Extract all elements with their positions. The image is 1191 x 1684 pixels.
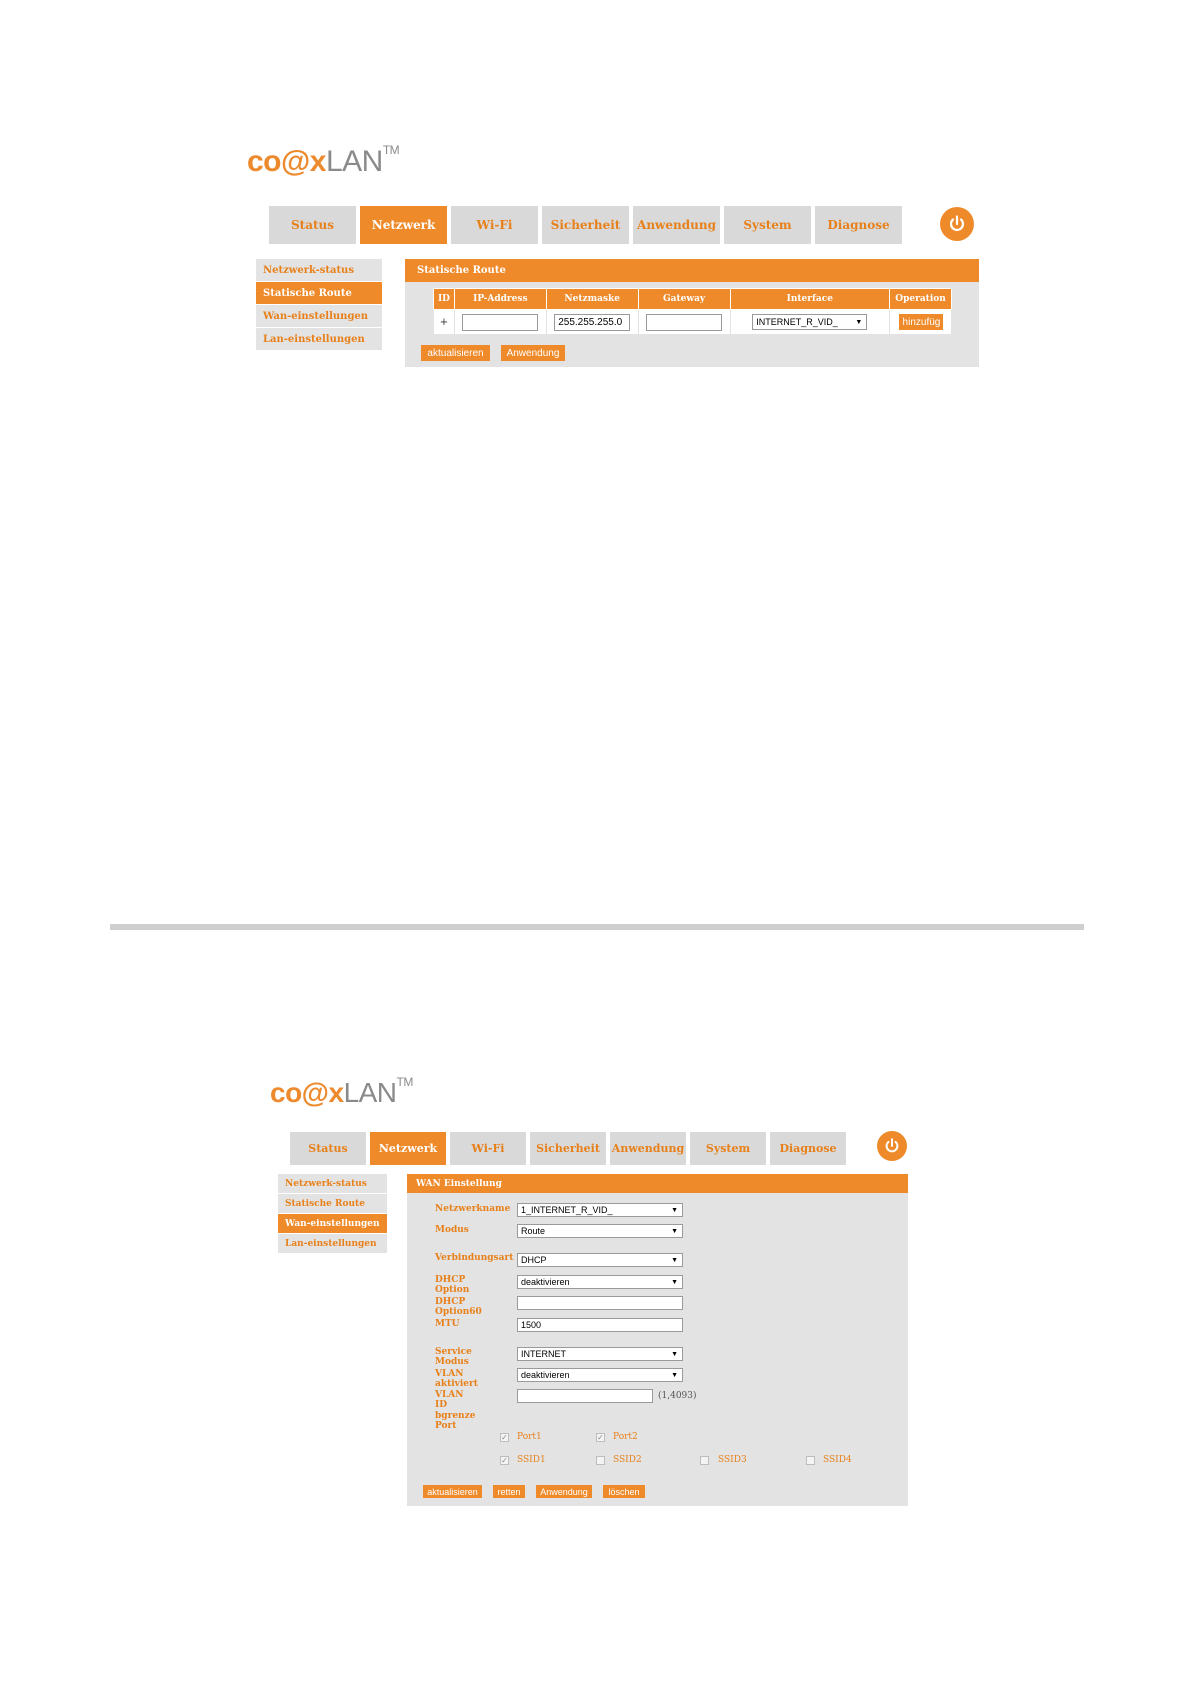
main-nav <box>269 206 902 244</box>
interface-select[interactable]: INTERNET_R_VID_ ▼ <box>752 314 867 330</box>
column-header: Netzmaske <box>546 289 638 310</box>
column-header: Operation <box>890 289 952 310</box>
panel-title: Statische Route <box>405 259 979 282</box>
tab-status[interactable]: Status <box>290 1132 366 1165</box>
ssid2-label: SSID2 <box>613 1455 642 1465</box>
apply-button[interactable]: Anwendung <box>501 345 565 361</box>
apply-button[interactable]: Anwendung <box>536 1485 592 1498</box>
port1-label: Port1 <box>517 1432 542 1442</box>
row-id: + <box>434 310 455 335</box>
label-service-modus: Service Modus <box>435 1347 472 1367</box>
tab-wifi[interactable]: Wi-Fi <box>450 1132 526 1165</box>
label-dhcp-option60: DHCP Option60 <box>435 1297 482 1317</box>
ssid4-checkbox[interactable] <box>806 1456 815 1465</box>
ssid3-label: SSID3 <box>718 1455 747 1465</box>
dhcp-option-select[interactable]: deaktivieren ▼ <box>517 1275 683 1289</box>
column-header: ID <box>434 289 455 310</box>
verbindungsart-select[interactable]: DHCP ▼ <box>517 1253 683 1267</box>
sidebar-item-wan-einstellungen[interactable]: Wan-einstellungen <box>256 305 382 328</box>
tab-status[interactable]: Status <box>269 206 356 244</box>
column-header: Gateway <box>638 289 730 310</box>
coaxlan-logo: co@xLAN™ <box>270 1075 413 1108</box>
table-row <box>434 310 952 335</box>
column-header: IP-Address <box>454 289 546 310</box>
netzwerkname-select[interactable]: 1_INTERNET_R_VID_ ▼ <box>517 1203 683 1217</box>
tab-sicherheit[interactable]: Sicherheit <box>542 206 629 244</box>
power-icon <box>883 1137 901 1155</box>
panel-title: WAN Einstellung <box>407 1174 908 1193</box>
ssid1-checkbox[interactable]: ✓ <box>501 1456 508 1465</box>
ssid1-label: SSID1 <box>517 1455 546 1465</box>
sidebar-item-wan-einstellungen[interactable]: Wan-einstellungen <box>278 1214 387 1234</box>
tab-anwendung[interactable]: Anwendung <box>610 1132 686 1165</box>
port2-checkbox[interactable]: ✓ <box>597 1433 604 1442</box>
chevron-down-icon: ▼ <box>671 1350 678 1358</box>
sidebar-item-netzwerk-status[interactable]: Netzwerk-status <box>256 259 382 282</box>
sidebar-item-statische-route[interactable]: Statische Route <box>278 1194 387 1214</box>
label-bgrenze-port: bgrenze Port <box>435 1411 476 1431</box>
ssid3-checkbox[interactable] <box>700 1456 709 1465</box>
modus-select[interactable]: Route ▼ <box>517 1224 683 1238</box>
tab-netzwerk[interactable]: Netzwerk <box>360 206 447 244</box>
port1-checkbox[interactable]: ✓ <box>501 1433 508 1442</box>
ssid4-label: SSID4 <box>823 1455 852 1465</box>
tab-system[interactable]: System <box>724 206 811 244</box>
vlan-aktiviert-select[interactable]: deaktivieren ▼ <box>517 1368 683 1382</box>
service-modus-select[interactable]: INTERNET ▼ <box>517 1347 683 1361</box>
refresh-button[interactable]: aktualisieren <box>423 1485 482 1498</box>
label-vlan-aktiviert: VLAN aktiviert <box>435 1369 478 1389</box>
label-modus: Modus <box>435 1225 469 1235</box>
label-mtu: MTU <box>435 1319 460 1329</box>
label-vlan-id: VLAN ID <box>435 1390 464 1410</box>
power-icon <box>947 214 967 234</box>
add-route-button[interactable]: hinzufüg <box>899 314 943 330</box>
tab-diagnose[interactable]: Diagnose <box>815 206 902 244</box>
vlan-id-input[interactable] <box>517 1389 653 1403</box>
chevron-down-icon: ▼ <box>671 1227 678 1235</box>
ssid2-checkbox[interactable] <box>596 1456 605 1465</box>
save-button[interactable]: retten <box>493 1485 525 1498</box>
sidebar-item-lan-einstellungen[interactable]: Lan-einstellungen <box>256 328 382 351</box>
power-button[interactable] <box>940 207 974 241</box>
chevron-down-icon: ▼ <box>855 318 863 326</box>
gateway-input[interactable] <box>646 314 722 331</box>
chevron-down-icon: ▼ <box>671 1206 678 1214</box>
main-nav <box>290 1132 846 1165</box>
sidebar-item-netzwerk-status[interactable]: Netzwerk-status <box>278 1174 387 1194</box>
port2-label: Port2 <box>613 1432 638 1442</box>
ip-address-input[interactable] <box>462 314 538 331</box>
column-header: Interface <box>730 289 890 310</box>
vlan-id-hint: (1,4093) <box>658 1391 697 1401</box>
label-verbindungsart: Verbindungsart <box>435 1253 514 1263</box>
label-dhcp-option: DHCP Option <box>435 1275 470 1295</box>
sidebar-item-lan-einstellungen[interactable]: Lan-einstellungen <box>278 1234 387 1254</box>
tab-wifi[interactable]: Wi-Fi <box>451 206 538 244</box>
tab-system[interactable]: System <box>690 1132 766 1165</box>
power-button[interactable] <box>877 1131 907 1161</box>
mtu-input[interactable]: 1500 <box>517 1318 683 1332</box>
sidebar <box>256 259 382 351</box>
netmask-input[interactable]: 255.255.255.0 <box>554 314 630 331</box>
chevron-down-icon: ▼ <box>671 1371 678 1379</box>
coaxlan-logo: co@xLAN™ <box>247 143 400 178</box>
tab-sicherheit[interactable]: Sicherheit <box>530 1132 606 1165</box>
sidebar-item-statische-route[interactable]: Statische Route <box>256 282 382 305</box>
label-netzwerkname: Netzwerkname <box>435 1204 511 1214</box>
sidebar <box>278 1174 387 1254</box>
page-divider <box>110 924 1084 930</box>
chevron-down-icon: ▼ <box>671 1256 678 1264</box>
tab-netzwerk[interactable]: Netzwerk <box>370 1132 446 1165</box>
chevron-down-icon: ▼ <box>671 1278 678 1286</box>
refresh-button[interactable]: aktualisieren <box>421 345 490 361</box>
tab-diagnose[interactable]: Diagnose <box>770 1132 846 1165</box>
route-table <box>433 288 952 335</box>
tab-anwendung[interactable]: Anwendung <box>633 206 720 244</box>
delete-button[interactable]: löschen <box>603 1485 645 1498</box>
dhcp-option60-input[interactable] <box>517 1296 683 1310</box>
